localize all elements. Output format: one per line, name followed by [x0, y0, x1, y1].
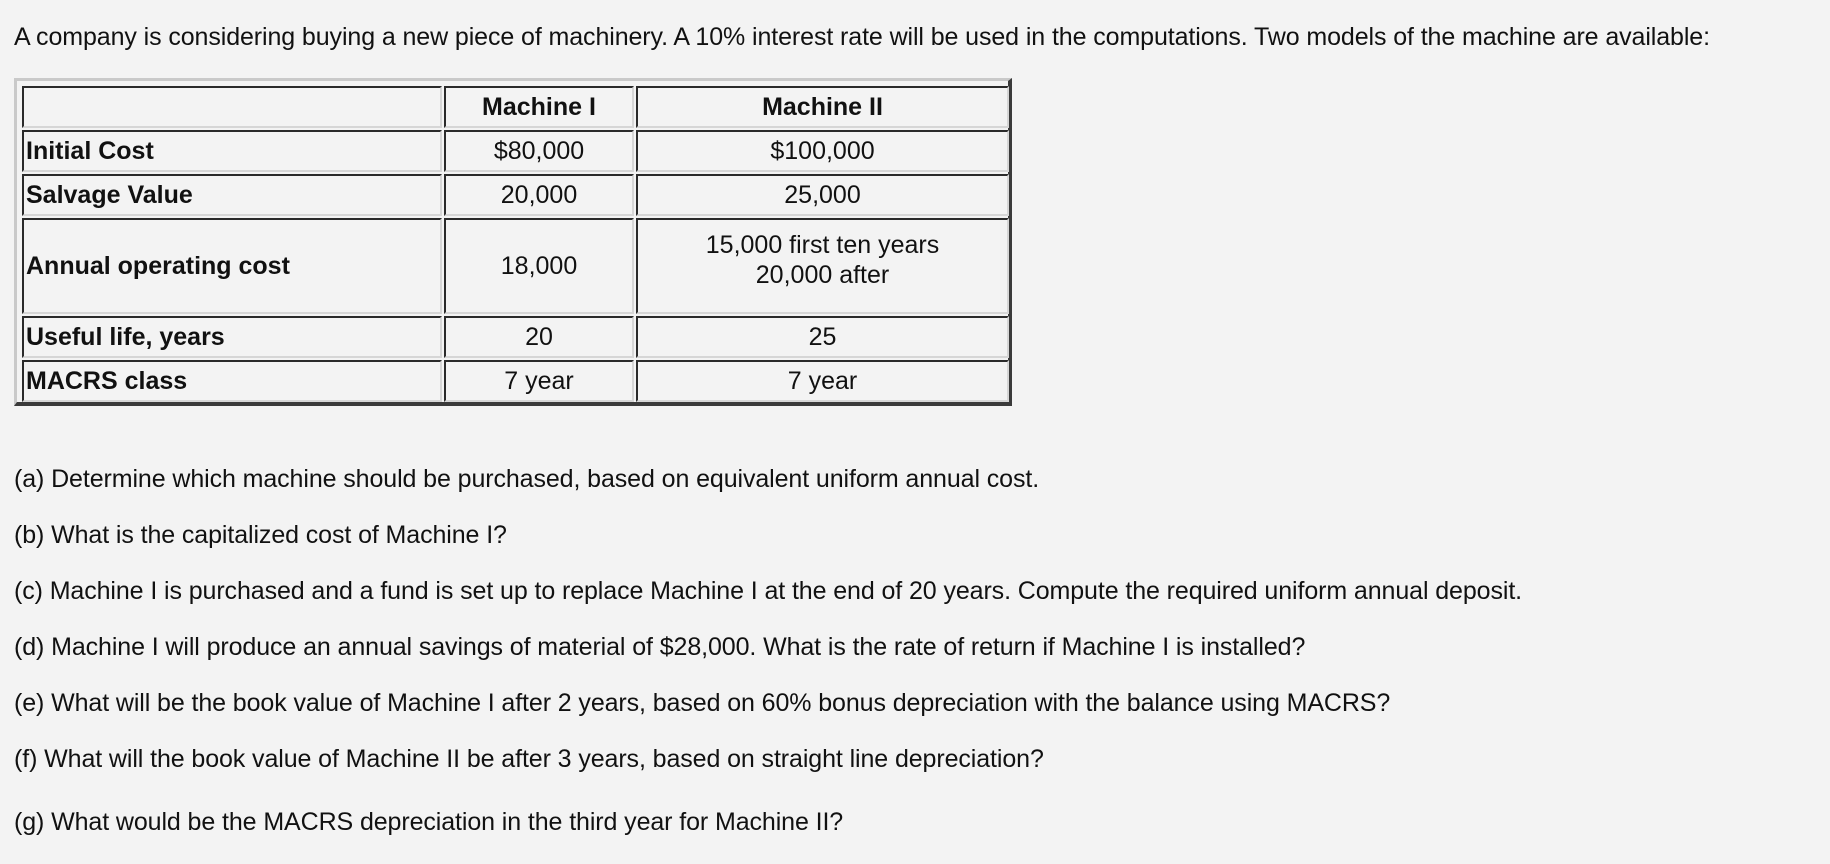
macrs-class-machine-1: 7 year: [444, 360, 634, 402]
useful-life-machine-2: 25: [636, 316, 1009, 358]
question-d: (d) Machine I will produce an annual savings of material of $28,000. What is the rate of return if Machine I is installed?: [14, 633, 1306, 661]
machine-comparison-table: [14, 78, 1012, 406]
question-f: (f) What will the book value of Machine II be after 3 years, based on straight line depreciation?: [14, 745, 1044, 773]
header-empty-cell: [22, 86, 442, 128]
annual-operating-cost-machine-2: [636, 218, 1009, 314]
question-g: (g) What would be the MACRS depreciation in the third year for Machine II?: [14, 808, 844, 836]
question-e: (e) What will be the book value of Machine I after 2 years, based on 60% bonus depreciation with the balance using MACRS?: [14, 689, 1391, 717]
row-label-macrs-class: MACRS class: [22, 360, 442, 402]
row-label-useful-life: Useful life, years: [22, 316, 442, 358]
macrs-class-machine-2: 7 year: [636, 360, 1009, 402]
row-label-initial-cost: Initial Cost: [22, 130, 442, 172]
question-c: (c) Machine I is purchased and a fund is set up to replace Machine I at the end of 20 years. Compute the required uniform annual deposit.: [14, 577, 1523, 605]
row-label-annual-operating-cost: Annual operating cost: [22, 218, 442, 314]
question-b: (b) What is the capitalized cost of Machine I?: [14, 521, 507, 549]
question-a: (a) Determine which machine should be purchased, based on equivalent uniform annual cost.: [14, 465, 1040, 493]
useful-life-machine-1: 20: [444, 316, 634, 358]
salvage-value-machine-1: 20,000: [444, 174, 634, 216]
header-machine-1: Machine I: [444, 86, 634, 128]
header-machine-2: Machine II: [636, 86, 1009, 128]
operating-cost-first-ten-years: 15,000 first ten years: [705, 231, 940, 259]
row-label-salvage-value: Salvage Value: [22, 174, 442, 216]
initial-cost-machine-2: $100,000: [636, 130, 1009, 172]
operating-cost-after: 20,000 after: [755, 261, 890, 289]
salvage-value-machine-2: 25,000: [636, 174, 1009, 216]
initial-cost-machine-1: $80,000: [444, 130, 634, 172]
intro-text: A company is considering buying a new piece of machinery. A 10% interest rate will be used in the computations. Two models of the machine are available:: [14, 23, 1710, 51]
annual-operating-cost-machine-1: 18,000: [444, 218, 634, 314]
